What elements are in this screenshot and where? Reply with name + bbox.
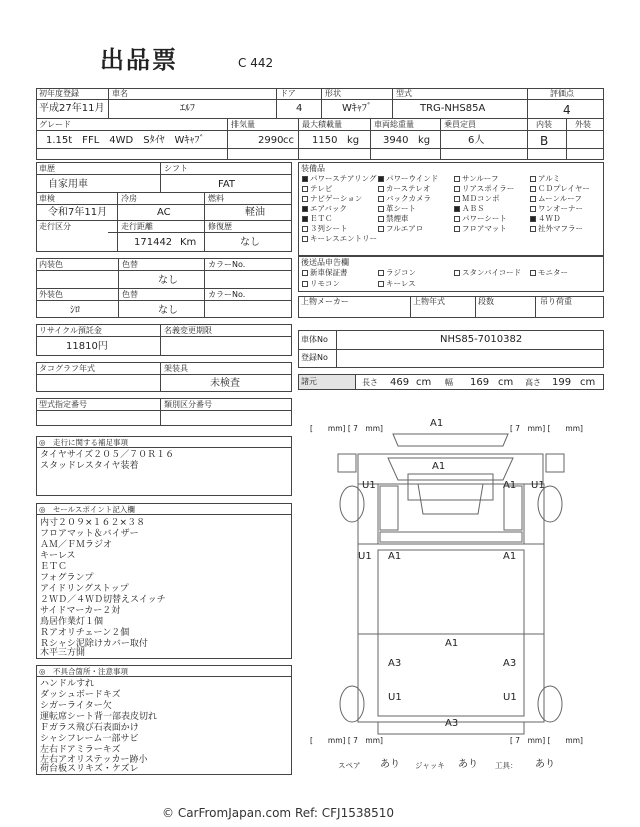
height-value: 199: [552, 377, 572, 388]
equipment-label: 装備品: [301, 164, 325, 173]
unchecked-box-icon: [378, 206, 384, 212]
shift-label: シフト: [164, 164, 188, 173]
mileage-label: 走行距離: [121, 222, 153, 231]
defects-label-text: 不具合箇所・注意事項: [53, 667, 129, 676]
lift-label: 吊り荷重: [540, 297, 572, 306]
checkbox-label: スタンバイコード: [462, 268, 522, 277]
checkbox-item: [462, 214, 507, 223]
damage-mark-right-front-door: A1: [503, 480, 517, 491]
defect-line: 運転席シート背一部表皮切れ: [40, 712, 158, 722]
unchecked-box-icon: [530, 206, 536, 212]
interior-value: B: [540, 134, 549, 148]
displacement-unit: cc: [283, 135, 294, 146]
inspection-value: 令和7年11月: [48, 207, 108, 218]
sales-point-line: キーレス: [40, 551, 76, 561]
mileage-value: 171442: [134, 237, 173, 248]
stage-label: 段数: [478, 297, 494, 306]
unchecked-box-icon: [378, 270, 384, 276]
fuel-value: 軽油: [245, 207, 265, 218]
checkbox-label: キーレス: [386, 279, 416, 288]
tools-value: あり: [535, 759, 555, 770]
max-load-label: 最大積載量: [302, 120, 342, 129]
exterior-color-no-label: カラーNo.: [208, 290, 246, 299]
checkbox-label: フルエアロ: [386, 224, 424, 233]
sales-points-label-text: セールスポイント記入欄: [53, 505, 135, 514]
checked-box-icon: [378, 176, 384, 182]
unchecked-box-icon: [530, 196, 536, 202]
checked-box-icon: [302, 176, 308, 182]
damage-mark-right-front-fender: U1: [531, 480, 545, 491]
damage-mark-left-bed-front: A1: [388, 551, 402, 562]
sales-point-line: フロアマット＆バイザー: [40, 529, 139, 539]
damage-mark-left-bed-rear: A3: [388, 658, 402, 669]
damage-mark-bed-center: A1: [445, 638, 459, 649]
model-value: TRG-NHS85A: [420, 103, 486, 114]
upper-model-label: 上物年式: [413, 297, 445, 306]
unchecked-box-icon: [454, 270, 460, 276]
spare-value: あり: [380, 759, 400, 770]
checkbox-label: ＡＢＳ: [462, 204, 485, 213]
score-label: 評価点: [550, 89, 574, 98]
checkbox-label: パワーステアリング: [310, 174, 377, 183]
checkbox-label: ４ＷＤ: [538, 214, 561, 223]
footer-watermark: © CarFromJapan.com Ref: CFJ1538510: [162, 806, 395, 820]
exterior-color-value: ｼﾛ: [70, 305, 80, 316]
checkbox-label: ３列シート: [310, 224, 348, 233]
retrofit-value: 未検査: [210, 378, 240, 389]
unchecked-box-icon: [454, 216, 460, 222]
checkbox-item: [462, 268, 521, 277]
damage-mark-right-rear: U1: [503, 692, 517, 703]
sales-point-line: 鳥居作業灯１個: [40, 617, 104, 627]
sales-point-line: ＥＴＣ: [40, 562, 68, 572]
sales-point-line: Ｒアオリチェーン２個: [40, 628, 130, 638]
checkbox-item: [310, 174, 377, 183]
checkbox-item: [386, 204, 416, 213]
ac-value: AC: [157, 207, 171, 218]
checkbox-item: [386, 174, 438, 183]
checkbox-label: パワーウインド: [386, 174, 439, 183]
model-label: 型式: [396, 89, 412, 98]
first-reg-label: 初年度登録: [39, 89, 79, 98]
sales-point-line: ２ＷＤ／４ＷＤ切替えスイッチ: [40, 595, 166, 605]
damage-mark-left-rear: U1: [388, 692, 402, 703]
score-value: 4: [563, 103, 571, 117]
travel-note-line: スタッドレスタイヤ装着: [40, 461, 139, 471]
checkbox-label: 禁煙車: [386, 214, 409, 223]
unchecked-box-icon: [378, 226, 384, 232]
defects-label: ◎ 不具合箇所・注意事項: [39, 667, 129, 676]
interior-color-label: 内装色: [39, 260, 63, 269]
shape-label: 形状: [325, 89, 341, 98]
defect-line: シャシフレーム一部サビ: [40, 734, 139, 744]
checkbox-item: [386, 224, 423, 233]
upper-maker-label: 上物メーカー: [301, 297, 349, 306]
travel-notes-label: ◎ 走行に関する補足事項: [39, 438, 129, 447]
unchecked-box-icon: [530, 176, 536, 182]
checkbox-label: ラジコン: [386, 268, 416, 277]
lot-code: C 442: [238, 56, 274, 70]
sales-point-line: 内寸２０９×１６２×３８: [40, 518, 146, 528]
checkbox-item: [310, 234, 377, 243]
unchecked-box-icon: [302, 186, 308, 192]
damage-mark-right-bed-front: A1: [503, 551, 517, 562]
checkbox-label: エアバック: [310, 204, 347, 213]
checkbox-label: アルミ: [538, 174, 561, 183]
unchecked-box-icon: [378, 186, 384, 192]
page-title: 出品票: [100, 46, 178, 74]
height-label: 高さ: [525, 378, 541, 387]
checkbox-label: サンルーフ: [462, 174, 499, 183]
unchecked-box-icon: [302, 270, 308, 276]
width-value: 169: [470, 377, 490, 388]
checkbox-item: [538, 194, 582, 203]
tire-top-right: [ 7 mm] [ mm]: [510, 424, 583, 433]
travel-notes-label-text: 走行に関する補足事項: [53, 438, 129, 447]
defect-line: ダッシュボードキズ: [40, 690, 121, 700]
registration-label: 登録No: [301, 353, 328, 362]
checkbox-item: [538, 214, 561, 223]
height-unit: cm: [580, 377, 596, 388]
jack-value: あり: [458, 759, 478, 770]
first-reg-value: 平成27年11月: [39, 103, 105, 114]
history-value: 自家用車: [48, 179, 88, 190]
shift-value: FAT: [218, 179, 236, 190]
inspection-label: 車検: [39, 194, 55, 203]
unchecked-box-icon: [378, 196, 384, 202]
checkbox-item: [310, 214, 333, 223]
chassis-label: 車体No: [301, 335, 328, 344]
defect-line: シガーライター欠: [40, 701, 112, 711]
interior-label: 内装: [536, 120, 552, 129]
unchecked-box-icon: [454, 226, 460, 232]
max-load-unit: kg: [347, 135, 360, 146]
damage-mark-left-front-door: U1: [362, 480, 376, 491]
damage-mark-front-bumper: A1: [430, 418, 444, 429]
unchecked-box-icon: [302, 196, 308, 202]
car-name-value: ｴﾙﾌ: [180, 103, 195, 114]
exterior-label: 外装: [575, 120, 591, 129]
sales-point-line: Ｒシャシ泥除けカバー取付: [40, 639, 148, 649]
checkbox-item: [386, 268, 416, 277]
mileage-unit: Km: [180, 237, 197, 248]
shape-value: Wｷｬﾌﾞ: [342, 103, 372, 114]
length-value: 469: [390, 377, 410, 388]
checkbox-label: テレビ: [310, 184, 333, 193]
checkbox-item: [310, 224, 348, 233]
checkbox-label: リアスポイラー: [462, 184, 515, 193]
exterior-color-label: 外装色: [39, 290, 63, 299]
retrofit-label: 架装具: [164, 364, 188, 373]
chassis-value: NHS85-7010382: [440, 334, 523, 345]
jack-label: ジャッキ: [415, 761, 445, 770]
checkbox-item: [462, 224, 507, 233]
checkbox-item: [310, 279, 340, 288]
category-label: 類別区分番号: [164, 400, 212, 409]
damage-mark-bonnet: A1: [432, 461, 446, 472]
tire-bottom-right: [ 7 mm] [ mm]: [510, 736, 583, 745]
car-name-label: 車名: [112, 89, 128, 98]
checkbox-item: [386, 279, 416, 288]
checkbox-label: 革シート: [386, 204, 416, 213]
checkbox-label: パワーシート: [462, 214, 507, 223]
type-designation-label: 型式指定番号: [39, 400, 87, 409]
capacity-value: 6人: [468, 135, 485, 146]
unchecked-box-icon: [378, 281, 384, 287]
checkbox-item: [386, 214, 409, 223]
unchecked-box-icon: [530, 226, 536, 232]
checkbox-item: [462, 194, 500, 203]
checkbox-item: [386, 194, 431, 203]
displacement-value: 2990: [258, 135, 284, 146]
checkbox-label: リモコン: [310, 279, 340, 288]
spare-label: スペア: [338, 761, 361, 770]
max-load-value: 1150: [312, 135, 338, 146]
checkbox-label: モニター: [538, 268, 568, 277]
checkbox-label: ＭＤコンポ: [462, 194, 500, 203]
defect-line: Ｆガラス飛び石表面かけ: [40, 723, 139, 733]
ac-label: 冷房: [121, 194, 137, 203]
width-label: 幅: [445, 378, 453, 387]
gross-weight-unit: kg: [418, 135, 431, 146]
sales-point-line: サイドマーカー２対: [40, 606, 121, 616]
unchecked-box-icon: [454, 186, 460, 192]
recycle-value: 11810円: [66, 341, 108, 352]
checkbox-label: ワンオーナー: [538, 204, 583, 213]
unchecked-box-icon: [302, 226, 308, 232]
recycle-label: リサイクル預託金: [39, 326, 102, 335]
checkbox-label: ＥＴＣ: [310, 214, 333, 223]
sales-points-label: ◎ セールスポイント記入欄: [39, 505, 135, 514]
sales-point-line: アイドリングストップ: [40, 584, 129, 594]
checkbox-label: 新車保証書: [310, 268, 348, 277]
unchecked-box-icon: [302, 236, 308, 242]
interior-color-no-label: カラーNo.: [208, 260, 246, 269]
tacho-label: タコグラフ年式: [39, 364, 95, 373]
checkbox-label: カーステレオ: [386, 184, 431, 193]
defect-line: ハンドルすれ: [40, 679, 95, 689]
history-label: 車歴: [39, 164, 55, 173]
checkbox-label: キーレスエントリー: [310, 234, 378, 243]
damage-mark-left-mid: U1: [358, 551, 372, 562]
door-label: ドア: [280, 89, 296, 98]
unchecked-box-icon: [302, 281, 308, 287]
checked-box-icon: [530, 216, 536, 222]
width-unit: cm: [498, 377, 514, 388]
defect-line: 左右ドアミラーキズ: [40, 745, 121, 755]
gross-weight-value: 3940: [383, 135, 409, 146]
interior-color-change-label: 色替: [122, 260, 138, 269]
checkbox-label: ムーンルーフ: [538, 194, 582, 203]
accessories-label: 後送品申告欄: [301, 258, 349, 267]
mileage-category-label: 走行区分: [39, 222, 71, 231]
dims-label: 諸元: [301, 377, 317, 386]
tire-top-left: [ mm] [ 7 mm]: [310, 424, 383, 433]
grade-label: グレード: [39, 120, 71, 129]
travel-note-line: タイヤサイズ２０５／７０Ｒ１６: [40, 450, 175, 460]
damage-mark-right-bed-rear: A3: [503, 658, 517, 669]
damage-mark-rear-bumper: A3: [445, 718, 459, 729]
gross-weight-label: 車両総重量: [374, 120, 414, 129]
sales-point-line: 木平三方開: [40, 648, 86, 658]
checkbox-label: ＣＤプレイヤー: [538, 184, 590, 193]
fuel-label: 燃料: [208, 194, 224, 203]
sales-point-line: ＡＭ／ＦＭラジオ: [40, 540, 113, 550]
exterior-color-change-value: なし: [158, 305, 178, 316]
checkbox-label: バックカメラ: [386, 194, 431, 203]
unchecked-box-icon: [454, 196, 460, 202]
checkbox-item: [538, 174, 560, 183]
grade-value: 1.15t FFL 4WD Sﾀｲﾔ Wｷｬﾌﾞ: [46, 135, 205, 146]
unchecked-box-icon: [530, 270, 536, 276]
tire-bottom-left: [ mm] [ 7 mm]: [310, 736, 383, 745]
checkbox-item: [310, 204, 347, 213]
checked-box-icon: [302, 206, 308, 212]
checkbox-label: 社外マフラー: [538, 224, 583, 233]
unchecked-box-icon: [530, 186, 536, 192]
tools-label: 工具：: [495, 761, 518, 770]
checkbox-item: [386, 184, 430, 193]
checkbox-item: [538, 268, 568, 277]
defect-line: 荷台板スリキズ・ケズレ: [40, 764, 139, 774]
repair-history-label: 修復歴: [208, 222, 232, 231]
door-value: 4: [296, 103, 303, 114]
capacity-label: 乗員定員: [444, 120, 476, 129]
checkbox-item: [462, 204, 485, 213]
checkbox-item: [462, 174, 499, 183]
displacement-label: 排気量: [231, 120, 255, 129]
length-label: 長さ: [362, 378, 378, 387]
checked-box-icon: [302, 216, 308, 222]
checkbox-item: [310, 184, 332, 193]
checkbox-label: フロアマット: [462, 224, 507, 233]
defect-line: 左右アオリステッカー跡小: [40, 755, 148, 765]
length-unit: cm: [416, 377, 432, 388]
checkbox-item: [538, 184, 590, 193]
sales-point-line: フォグランプ: [40, 573, 94, 583]
unchecked-box-icon: [454, 176, 460, 182]
checkbox-item: [538, 224, 583, 233]
checkbox-item: [538, 204, 583, 213]
unchecked-box-icon: [378, 216, 384, 222]
checkbox-item: [310, 194, 362, 203]
checked-box-icon: [454, 206, 460, 212]
checkbox-item: [462, 184, 514, 193]
checkbox-item: [310, 268, 348, 277]
owner-change-label: 名義変更期限: [164, 326, 212, 335]
checkbox-label: ナビゲーション: [310, 194, 363, 203]
interior-color-change-value: なし: [158, 275, 178, 286]
vehicle-damage-diagram: [298, 414, 604, 770]
exterior-color-change-label: 色替: [122, 290, 138, 299]
repair-history-value: なし: [240, 237, 260, 248]
